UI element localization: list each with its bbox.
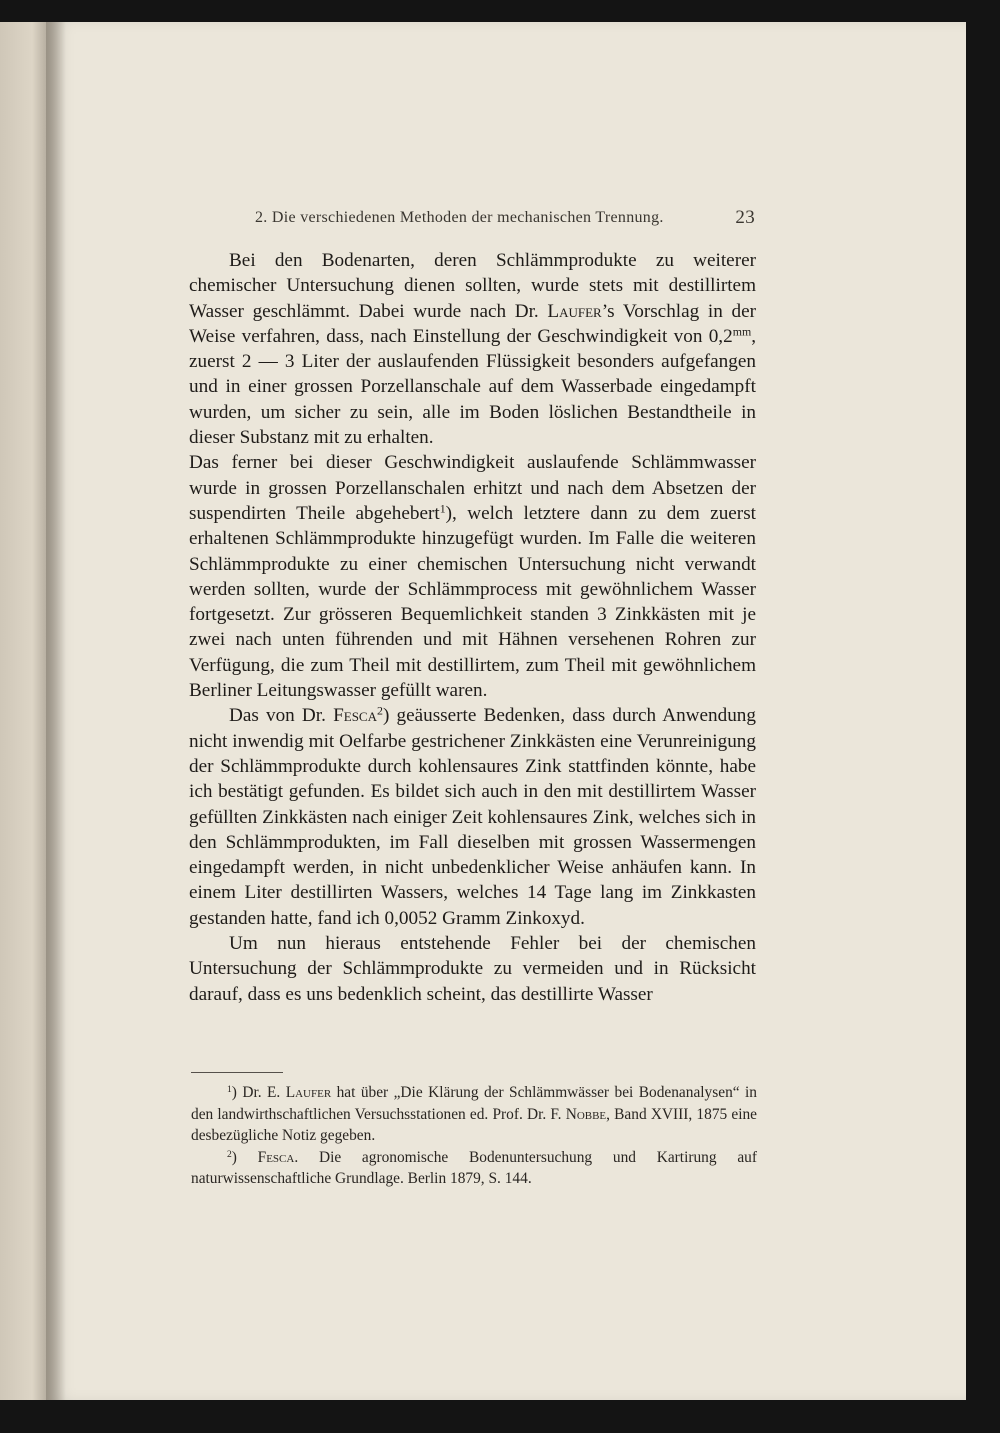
footnotes <box>191 1082 757 1190</box>
running-header-title: 2. Die verschiedenen Methoden der mechanischen Trennung. <box>255 209 664 226</box>
footnote-1-part-1: ) Dr. E. <box>231 1084 286 1101</box>
footnote-ref-1: 1 <box>439 501 446 516</box>
footnote-1-part-3: , Band XVIII, 1875 eine desbezügliche Notiz gegeben. <box>191 1105 758 1144</box>
paragraph-3-part-2: ) geäusserte Bedenken, dass durch Anwendung nicht inwendig mit Oelfarbe gestrichener Zinkkästen eine Verunreinigung der Schlämmprodukte durch kohlensaures Zink stattfinden könnte, habe ich bestätigt gefunden. Es bildet sich auch in den mit destillirtem Wasser gefüllten Zinkkästen nach einiger Zeit kohlensaures Zink, welches sich in den Schlämmprodukten, im Fall dieselben mit grossen Wassermengen eingedampft werden, in nicht unbedenklicher Weise anhäufen kann. In einem Liter destillirten Wassers, welches 14 Tage lang im Zinkkasten gestanden hatte, fand ich 0,0052 Gramm Zinkoxyd. <box>189 705 756 929</box>
paragraph-2 <box>189 450 756 703</box>
paragraph-1-part-2: ’s Vorschlag in der Weise verfahren, dass, nach Einstellung der Geschwindigkeit von 0,2 <box>189 300 756 347</box>
main-text <box>189 248 756 1007</box>
unit-superscript: mm <box>732 324 752 339</box>
footnote-1-name-nobbe: Nobbe <box>565 1105 607 1123</box>
author-name-laufer: Laufer <box>547 300 602 322</box>
footnote-1-mark: 1 <box>227 1083 232 1095</box>
paragraph-1-part-3: , zuerst 2 — 3 Liter der auslaufenden Flüssigkeit besonders aufgefangen und in einer grossen Porzellanschale auf dem Wasserbade eingedampft wurden, um sicher zu sein, alle im Boden löslichen Bestandtheile in dieser Substanz mit zu erhalten. <box>189 325 756 449</box>
paragraph-4 <box>189 931 756 1007</box>
paragraph-3 <box>189 703 756 931</box>
footnote-2-part-1: ) <box>231 1148 258 1166</box>
paragraph-1 <box>189 248 756 450</box>
footnote-rule <box>191 1072 283 1073</box>
footnote-2 <box>191 1147 757 1190</box>
footnote-2-mark: 2 <box>227 1148 232 1160</box>
footnote-ref-2: 2 <box>376 703 383 718</box>
paragraph-3-part-1: Das von Dr. <box>229 705 334 727</box>
previous-page-edge <box>0 22 46 1400</box>
paragraph-2-part-2: ), welch letztere dann zu dem zuerst erhaltenen Schlämmprodukte hinzugefügt wurden. Im Falle die weiteren Schlämmprodukte zu einer chemischen Untersuchung nicht verwandt werden sollten, wurde der Schlämmprocess mit gewöhnlichem Wasser fortgesetzt. Zur grösseren Bequemlichkeit standen 3 Zinkkästen mit je zwei nach unten führenden und mit Hähnen versehenen Rohren zur Verfügung, die zum Theil mit destillirtem, zum Theil mit gewöhnlichem Berliner Leitungswasser gefüllt waren. <box>189 502 756 702</box>
paragraph-4-text: Um nun hieraus entstehende Fehler bei der chemischen Untersuchung der Schlämmprodukte zu vermeiden und in Rücksicht darauf, dass es uns bedenklich scheint, das destillirte Wasser <box>189 933 756 1005</box>
footnote-1-name-laufer: Laufer <box>285 1084 332 1101</box>
footnote-1-part-2: hat über „Die Klärung der Schlämmwässer bei Bodenanalysen“ in den landwirthschaftlichen Versuchsstationen ed. Prof. Dr. F. <box>191 1084 757 1123</box>
page-gutter-shadow <box>46 22 66 1400</box>
page-number: 23 <box>735 207 755 228</box>
footnote-1 <box>191 1082 757 1147</box>
author-name-fesca: Fesca <box>333 705 377 727</box>
running-header <box>255 209 755 227</box>
paragraph-2-part-1: Das ferner bei dieser Geschwindigkeit auslaufende Schlämmwasser wurde in grossen Porzellanschalen erhitzt und nach dem Absetzen der suspendirten Theile abgehebert <box>189 452 756 524</box>
footnote-2-part-2: . Die agronomische Bodenuntersuchung und Kartirung auf naturwissenschaftliche Grundlage. Berlin 1879, S. 144. <box>191 1148 757 1187</box>
paragraph-1-part-1: Bei den Bodenarten, deren Schlämmprodukte zu weiterer chemischer Untersuchung dienen sollten, wurde stets mit destillirtem Wasser geschlämmt. Dabei wurde nach Dr. <box>189 250 756 322</box>
footnote-2-name-fesca: Fesca <box>257 1148 295 1166</box>
